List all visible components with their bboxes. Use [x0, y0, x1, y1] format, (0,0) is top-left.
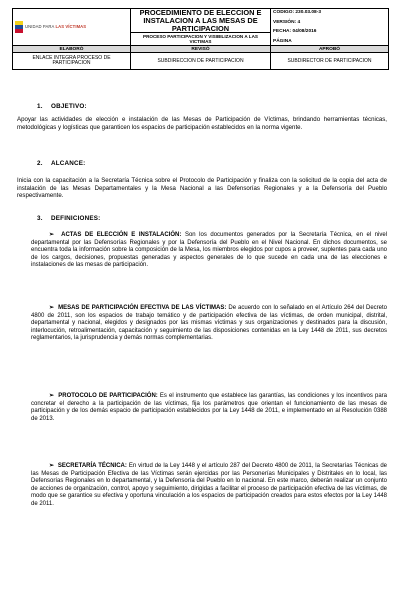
- section-heading: OBJETIVO:: [51, 103, 87, 110]
- signature-name-elaboro: ENLACE INTEGRA PROCESO DE PARTICIPACION: [13, 53, 131, 70]
- signature-name-aprobo: SUBDIRECTOR DE PARTICIPACION: [271, 53, 389, 70]
- section-heading: DEFINICIONES:: [51, 215, 101, 222]
- arrow-bullet-icon: ➢: [49, 393, 55, 399]
- objetivo-text: Apoyar las actividades de elección e instalación de las Mesas de Participación de Víctimas, brindando herramientas técnicas, metodológicas y logísticas que garanticen los espacios de participación establecidos en la norma vigente.: [17, 116, 387, 131]
- definition-secretaria: [31, 463, 387, 509]
- colombia-flag-icon: [15, 21, 23, 33]
- section-definiciones-heading: 3. DEFINICIONES:: [37, 215, 101, 222]
- definition-actas: [31, 232, 387, 270]
- document-date: FECHA: 04/08/2016: [273, 29, 317, 35]
- document-code: CODIGO: 230.03.08-3: [273, 10, 321, 16]
- signature-name-reviso: SUBDIRECCION DE PARTICIPACION: [131, 53, 271, 70]
- document-title: PROCEDIMIENTO DE ELECCION E INSTALACION A LAS MESAS DE PARTICIPACION: [131, 9, 271, 33]
- document-header-table: [12, 8, 389, 70]
- signature-role-aprobo: APROBÓ: [271, 46, 389, 53]
- definition-term: ACTAS DE ELECCIÓN E INSTALACIÓN:: [61, 232, 182, 238]
- logo-cell: [13, 9, 131, 46]
- document-version: VERSIÓN: 4: [273, 19, 301, 25]
- definition-text: Son los documentos generados por la Secretaría Técnica, en el nivel departamental por las Defensorías Regionales y por la Defensoría del Pueblo en el Nivel Nacional. En dichos documentos, se encuentra toda la información sobre la composición de la Mesa, los miembros elegidos por cupos a proveer, suplentes para cada uno de los cargos, decisiones, propuestas generadas y aspectos generales de lo que sucede en cada una de las elecciones e instalaciones de las mesas de participación.: [31, 232, 388, 269]
- process-name: PROCESO PARTICIPACION Y VISIBILIZACION A LAS VICTIMAS: [131, 33, 271, 46]
- alcance-text: Inicia con la capacitación a la Secretaría Técnica sobre el Protocolo de Participación y finaliza con la solicitud de la copia del acta de instalación de las Mesas Departamentales y la Mesa Nacional a las Defensorías Regionales y a la Defensoría del Pueblo respectivamente.: [17, 177, 387, 200]
- definition-term: MESAS DE PARTICIPACIÓN EFECTIVA DE LAS VÍCTIMAS:: [58, 305, 227, 311]
- document-meta: [271, 9, 389, 46]
- arrow-bullet-icon: ➢: [49, 463, 55, 469]
- logo-text: UNIDAD PARA LAS VÍCTIMAS: [25, 23, 87, 29]
- arrow-bullet-icon: ➢: [49, 232, 55, 238]
- section-objetivo-heading: 1. OBJETIVO:: [37, 103, 87, 110]
- arrow-bullet-icon: ➢: [49, 305, 55, 311]
- definition-text: De acuerdo con lo señalado en el Artículo 264 del Decreto 4800 de 2011, son los espacios de trabajo temático y de participación efectiva de las víctimas, de orden municipal, distrital, departamental y nacional, elegidos y designados por las mismas víctimas y sus organizaciones y destinados para la discusión, interlocución, retroalimentación, capacitación y seguimiento de las disposiciones contenidas en la Ley 1448 de 2011, sus decretos reglamentarios, la jurisprudencia y demás normas complementarias.: [31, 305, 387, 342]
- document-page: PÁGINA: [273, 38, 292, 44]
- section-objetivo-body: [17, 116, 387, 131]
- section-heading: ALCANCE:: [51, 160, 86, 167]
- section-alcance-heading: 2. ALCANCE:: [37, 160, 86, 167]
- signature-role-reviso: REVISÓ: [131, 46, 271, 53]
- unidad-victimas-logo: [15, 21, 128, 33]
- section-alcance-body: [17, 177, 387, 200]
- definition-text: En virtud de la Ley 1448 y el artículo 287 del Decreto 4800 de 2011, la Secretarías Técnicas de las Mesas de Participación Efectiva de las Víctimas serán ejercidas por las Personerías Municipales y Distritales en lo local, las Defensorías Regionales en lo departamental, y la Defensoría del Pueblo en lo nacional. En este marco, deberán realizar un conjunto de acciones de organización, control, apoyo y seguimiento, dirigidas a facilitar el proceso de participación efectiva de las víctimas, de modo que se garantice su efectiva y oportuna vinculación a los espacios de participación creados para estos efectos por la Ley 1448 de 2011.: [31, 463, 388, 507]
- definition-term: PROTOCOLO DE PARTICIPACIÓN:: [58, 393, 158, 399]
- definition-text: Es el instrumento que establece las garantías, las condiciones y los incentivos para concretar el derecho a la participación de las víctimas, fija los parámetros que orientan el funcionamiento de las mesas de participación y de los demás espacio de participación establecidos por la Ley 1448 de 2011, e implementado en al Resolución 0388 de 2013.: [31, 393, 387, 422]
- definition-term: SECRETARÍA TÉCNICA:: [57, 463, 127, 469]
- definition-protocolo: [31, 393, 387, 423]
- signature-role-elaboro: ELABORÓ: [13, 46, 131, 53]
- definition-mesas: [31, 305, 387, 343]
